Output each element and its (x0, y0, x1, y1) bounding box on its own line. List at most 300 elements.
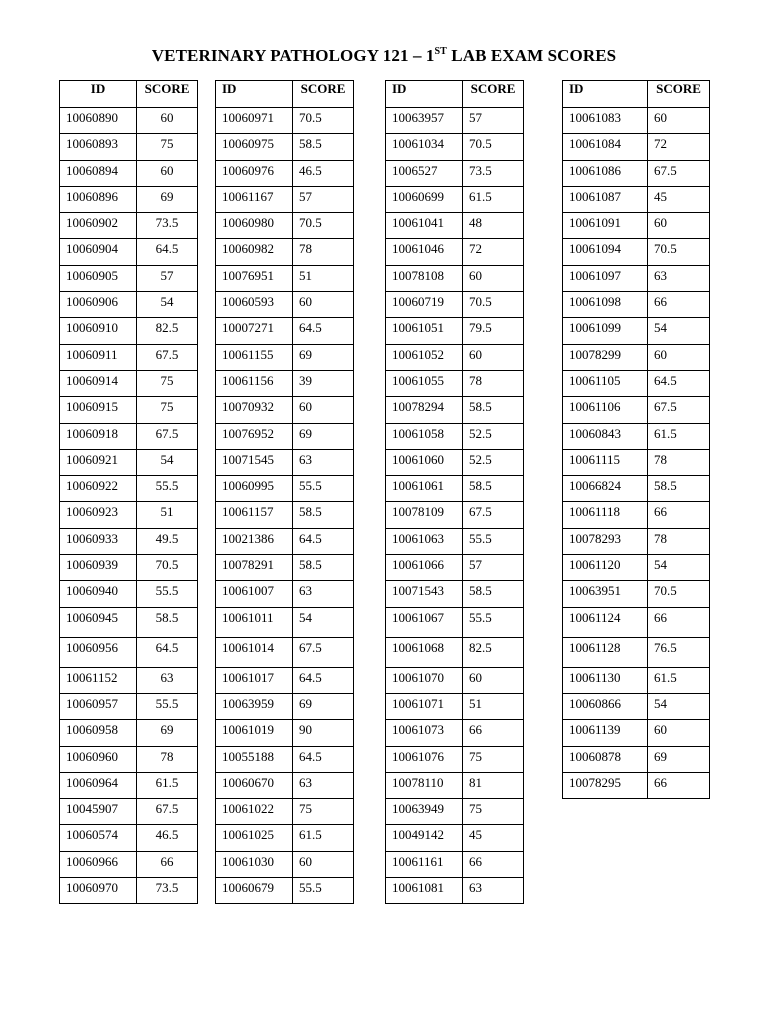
table-row (563, 581, 710, 607)
table-row (216, 292, 354, 318)
score-cell: 57 (293, 186, 354, 212)
score-cell: 67.5 (293, 637, 354, 667)
score-cell: 60 (463, 344, 524, 370)
score-cell: 69 (293, 693, 354, 719)
table-row (386, 502, 524, 528)
table-row (216, 186, 354, 212)
table-row (386, 265, 524, 291)
student-id-cell: 10061115 (563, 449, 648, 475)
score-cell: 79.5 (463, 318, 524, 344)
score-cell: 54 (648, 693, 710, 719)
table-row (386, 213, 524, 239)
student-id-cell: 10060918 (60, 423, 137, 449)
table-row (386, 318, 524, 344)
student-id-cell: 10060956 (60, 637, 137, 667)
score-cell: 55.5 (463, 528, 524, 554)
student-id-cell: 10060975 (216, 134, 293, 160)
table-row (60, 772, 198, 798)
student-id-cell: 10061152 (60, 667, 137, 693)
score-cell: 63 (293, 449, 354, 475)
score-cell: 64.5 (293, 746, 354, 772)
student-id-cell: 10060699 (386, 186, 463, 212)
table-row (60, 160, 198, 186)
score-cell: 46.5 (137, 825, 198, 851)
table-row (216, 476, 354, 502)
student-id-cell: 10061094 (563, 239, 648, 265)
student-id-cell: 10060593 (216, 292, 293, 318)
score-cell: 63 (137, 667, 198, 693)
student-id-cell: 10071543 (386, 581, 463, 607)
table-row (216, 825, 354, 851)
table-row (563, 772, 710, 798)
table-row (386, 555, 524, 581)
student-id-cell: 10061156 (216, 370, 293, 396)
student-id-cell: 10061081 (386, 878, 463, 904)
score-cell: 60 (648, 108, 710, 134)
header-row (386, 81, 524, 108)
score-cell: 67.5 (463, 502, 524, 528)
header-row (216, 81, 354, 108)
table-row (60, 555, 198, 581)
score-cell: 58.5 (463, 581, 524, 607)
table-row (60, 799, 198, 825)
table-row (60, 186, 198, 212)
student-id-cell: 10063951 (563, 581, 648, 607)
table-row (563, 667, 710, 693)
table-row (216, 344, 354, 370)
score-cell: 58.5 (463, 397, 524, 423)
table-row (216, 637, 354, 667)
student-id-cell: 10061076 (386, 746, 463, 772)
score-cell: 48 (463, 213, 524, 239)
score-cell: 73.5 (137, 878, 198, 904)
student-id-cell: 10061106 (563, 397, 648, 423)
table-row (386, 186, 524, 212)
table-row (60, 397, 198, 423)
student-id-cell: 10060922 (60, 476, 137, 502)
score-cell: 63 (293, 772, 354, 798)
score-cell: 66 (648, 292, 710, 318)
student-id-cell: 10060902 (60, 213, 137, 239)
student-id-cell: 10061022 (216, 799, 293, 825)
table-row (563, 637, 710, 667)
student-id-cell: 10061025 (216, 825, 293, 851)
student-id-cell: 10061051 (386, 318, 463, 344)
score-cell: 75 (463, 746, 524, 772)
table-row (386, 720, 524, 746)
table-row (386, 449, 524, 475)
table-row (563, 449, 710, 475)
scores-table-2 (215, 80, 354, 904)
student-id-cell: 10061084 (563, 134, 648, 160)
student-id-cell: 10061071 (386, 693, 463, 719)
score-cell: 60 (293, 851, 354, 877)
student-id-cell: 10060960 (60, 746, 137, 772)
scores-table-4 (562, 80, 710, 799)
student-id-cell: 10060966 (60, 851, 137, 877)
student-id-cell: 10060982 (216, 239, 293, 265)
student-id-cell: 10061124 (563, 607, 648, 637)
score-cell: 58.5 (463, 476, 524, 502)
table-row (60, 265, 198, 291)
student-id-cell: 10061046 (386, 239, 463, 265)
table-row (563, 370, 710, 396)
table-row (563, 344, 710, 370)
score-cell: 54 (648, 555, 710, 581)
student-id-cell: 10078109 (386, 502, 463, 528)
student-id-cell: 10078110 (386, 772, 463, 798)
table-row (563, 555, 710, 581)
student-id-cell: 10061083 (563, 108, 648, 134)
student-id-cell: 10061139 (563, 720, 648, 746)
student-id-cell: 10061014 (216, 637, 293, 667)
table-row (386, 851, 524, 877)
table-row (563, 397, 710, 423)
student-id-cell: 10061097 (563, 265, 648, 291)
student-id-cell: 10078291 (216, 555, 293, 581)
table-row (60, 318, 198, 344)
table-row (563, 746, 710, 772)
table-row (216, 746, 354, 772)
student-id-cell: 10061067 (386, 607, 463, 637)
student-id-cell: 10060939 (60, 555, 137, 581)
table-row (216, 502, 354, 528)
score-cell: 58.5 (137, 607, 198, 637)
score-header: SCORE (463, 81, 524, 108)
table-row (563, 607, 710, 637)
score-cell: 75 (293, 799, 354, 825)
table-row (60, 239, 198, 265)
score-cell: 52.5 (463, 423, 524, 449)
student-id-cell: 10049142 (386, 825, 463, 851)
table-row (386, 239, 524, 265)
score-cell: 60 (137, 160, 198, 186)
student-id-cell: 10060923 (60, 502, 137, 528)
student-id-cell: 10076951 (216, 265, 293, 291)
score-cell: 67.5 (137, 423, 198, 449)
score-cell: 55.5 (293, 878, 354, 904)
student-id-cell: 10060914 (60, 370, 137, 396)
table-row (386, 772, 524, 798)
score-cell: 90 (293, 720, 354, 746)
score-cell: 61.5 (463, 186, 524, 212)
table-row (386, 344, 524, 370)
table-row (60, 449, 198, 475)
student-id-cell: 10021386 (216, 528, 293, 554)
score-cell: 60 (648, 720, 710, 746)
table-row (386, 878, 524, 904)
student-id-cell: 10078293 (563, 528, 648, 554)
student-id-cell: 10061034 (386, 134, 463, 160)
student-id-cell: 10061161 (386, 851, 463, 877)
student-id-cell: 10060679 (216, 878, 293, 904)
student-id-cell: 10060894 (60, 160, 137, 186)
table-row (216, 449, 354, 475)
table-row (563, 528, 710, 554)
table-row (216, 397, 354, 423)
student-id-cell: 10060915 (60, 397, 137, 423)
student-id-cell: 10060866 (563, 693, 648, 719)
title-superscript: ST (434, 46, 447, 57)
table-row (60, 878, 198, 904)
score-cell: 72 (648, 134, 710, 160)
score-cell: 75 (463, 799, 524, 825)
student-id-cell: 10061167 (216, 186, 293, 212)
table-row (386, 581, 524, 607)
table-row (216, 318, 354, 344)
student-id-cell: 10071545 (216, 449, 293, 475)
score-cell: 67.5 (648, 397, 710, 423)
score-header: SCORE (648, 81, 710, 108)
student-id-cell: 10061011 (216, 607, 293, 637)
table-row (216, 528, 354, 554)
table-row (60, 581, 198, 607)
score-cell: 70.5 (648, 239, 710, 265)
score-cell: 61.5 (137, 772, 198, 798)
score-cell: 45 (648, 186, 710, 212)
score-cell: 75 (137, 134, 198, 160)
score-cell: 76.5 (648, 637, 710, 667)
student-id-cell: 10060971 (216, 108, 293, 134)
table-row (386, 746, 524, 772)
score-cell: 67.5 (137, 344, 198, 370)
score-cell: 58.5 (293, 502, 354, 528)
id-header: ID (386, 81, 463, 108)
score-cell: 78 (648, 528, 710, 554)
score-cell: 45 (463, 825, 524, 851)
table-row (386, 423, 524, 449)
student-id-cell: 10060940 (60, 581, 137, 607)
score-cell: 66 (648, 607, 710, 637)
table-row (216, 555, 354, 581)
student-id-cell: 10061052 (386, 344, 463, 370)
table-row (386, 528, 524, 554)
score-cell: 67.5 (648, 160, 710, 186)
score-cell: 73.5 (137, 213, 198, 239)
table-row (563, 693, 710, 719)
score-cell: 63 (293, 581, 354, 607)
table-row (60, 746, 198, 772)
table-row (563, 423, 710, 449)
student-id-cell: 10063949 (386, 799, 463, 825)
table-row (216, 693, 354, 719)
table-row (60, 720, 198, 746)
score-cell: 61.5 (648, 667, 710, 693)
score-cell: 75 (137, 397, 198, 423)
score-cell: 60 (137, 108, 198, 134)
table-row (60, 370, 198, 396)
score-cell: 57 (463, 108, 524, 134)
student-id-cell: 10061105 (563, 370, 648, 396)
table-row (386, 825, 524, 851)
table-row (216, 772, 354, 798)
student-id-cell: 10061073 (386, 720, 463, 746)
title-main: VETERINARY PATHOLOGY 121 – 1 (151, 46, 435, 65)
student-id-cell: 10078108 (386, 265, 463, 291)
student-id-cell: 10060980 (216, 213, 293, 239)
score-cell: 78 (137, 746, 198, 772)
score-cell: 55.5 (137, 693, 198, 719)
table-row (563, 160, 710, 186)
student-id-cell: 10060719 (386, 292, 463, 318)
score-cell: 61.5 (648, 423, 710, 449)
score-cell: 60 (293, 292, 354, 318)
score-cell: 58.5 (293, 134, 354, 160)
score-cell: 55.5 (137, 581, 198, 607)
score-cell: 52.5 (463, 449, 524, 475)
table-row (386, 637, 524, 667)
student-id-cell: 10060970 (60, 878, 137, 904)
score-cell: 64.5 (293, 318, 354, 344)
student-id-cell: 10060945 (60, 607, 137, 637)
student-id-cell: 10060933 (60, 528, 137, 554)
id-header: ID (60, 81, 137, 108)
score-cell: 63 (648, 265, 710, 291)
student-id-cell: 10060976 (216, 160, 293, 186)
score-cell: 78 (648, 449, 710, 475)
page-title (0, 46, 768, 66)
student-id-cell: 10063959 (216, 693, 293, 719)
student-id-cell: 10061066 (386, 555, 463, 581)
student-id-cell: 10061098 (563, 292, 648, 318)
student-id-cell: 10061128 (563, 637, 648, 667)
student-id-cell: 10061099 (563, 318, 648, 344)
student-id-cell: 10061060 (386, 449, 463, 475)
student-id-cell: 10055188 (216, 746, 293, 772)
student-id-cell: 10078294 (386, 397, 463, 423)
table-row (216, 370, 354, 396)
student-id-cell: 10060906 (60, 292, 137, 318)
score-cell: 60 (648, 344, 710, 370)
student-id-cell: 10060893 (60, 134, 137, 160)
table-row (216, 423, 354, 449)
score-cell: 39 (293, 370, 354, 396)
score-cell: 49.5 (137, 528, 198, 554)
score-cell: 64.5 (293, 528, 354, 554)
table-row (216, 239, 354, 265)
student-id-cell: 10061087 (563, 186, 648, 212)
score-cell: 64.5 (137, 637, 198, 667)
table-row (60, 213, 198, 239)
student-id-cell: 10060904 (60, 239, 137, 265)
score-cell: 69 (293, 423, 354, 449)
student-id-cell: 10060921 (60, 449, 137, 475)
score-cell: 60 (463, 265, 524, 291)
table-row (60, 476, 198, 502)
score-cell: 69 (293, 344, 354, 370)
table-row (60, 344, 198, 370)
table-row (216, 720, 354, 746)
table-row (60, 502, 198, 528)
score-cell: 75 (137, 370, 198, 396)
score-cell: 78 (293, 239, 354, 265)
student-id-cell: 10061086 (563, 160, 648, 186)
student-id-cell: 10061058 (386, 423, 463, 449)
student-id-cell: 10061041 (386, 213, 463, 239)
table-row (60, 134, 198, 160)
score-cell: 54 (137, 449, 198, 475)
table-row (386, 607, 524, 637)
table-row (563, 476, 710, 502)
score-cell: 64.5 (137, 239, 198, 265)
score-cell: 69 (648, 746, 710, 772)
student-id-cell: 1006527 (386, 160, 463, 186)
student-id-cell: 10078299 (563, 344, 648, 370)
header-row (563, 81, 710, 108)
table-row (216, 878, 354, 904)
table-row (563, 239, 710, 265)
student-id-cell: 10060911 (60, 344, 137, 370)
score-cell: 61.5 (293, 825, 354, 851)
score-cell: 46.5 (293, 160, 354, 186)
table-row (216, 581, 354, 607)
table-row (60, 423, 198, 449)
table-row (563, 292, 710, 318)
table-row (60, 528, 198, 554)
student-id-cell: 10061030 (216, 851, 293, 877)
student-id-cell: 10060957 (60, 693, 137, 719)
table-row (563, 502, 710, 528)
score-cell: 54 (137, 292, 198, 318)
score-cell: 82.5 (137, 318, 198, 344)
score-cell: 64.5 (293, 667, 354, 693)
score-cell: 81 (463, 772, 524, 798)
student-id-cell: 10061070 (386, 667, 463, 693)
score-cell: 67.5 (137, 799, 198, 825)
table-row (563, 108, 710, 134)
table-row (60, 825, 198, 851)
table-row (216, 799, 354, 825)
table-row (563, 720, 710, 746)
table-row (386, 667, 524, 693)
score-cell: 51 (137, 502, 198, 528)
student-id-cell: 10061007 (216, 581, 293, 607)
table-row (60, 607, 198, 637)
score-cell: 66 (648, 772, 710, 798)
student-id-cell: 10061017 (216, 667, 293, 693)
student-id-cell: 10061063 (386, 528, 463, 554)
table-row (563, 213, 710, 239)
score-cell: 54 (648, 318, 710, 344)
table-row (386, 799, 524, 825)
score-cell: 66 (137, 851, 198, 877)
table-row (216, 134, 354, 160)
score-cell: 72 (463, 239, 524, 265)
student-id-cell: 10061120 (563, 555, 648, 581)
student-id-cell: 10060958 (60, 720, 137, 746)
table-row (386, 397, 524, 423)
score-cell: 51 (463, 693, 524, 719)
student-id-cell: 10060896 (60, 186, 137, 212)
student-id-cell: 10061118 (563, 502, 648, 528)
student-id-cell: 10060890 (60, 108, 137, 134)
table-row (386, 160, 524, 186)
student-id-cell: 10060964 (60, 772, 137, 798)
score-cell: 55.5 (463, 607, 524, 637)
student-id-cell: 10063957 (386, 108, 463, 134)
score-header: SCORE (293, 81, 354, 108)
score-cell: 70.5 (293, 213, 354, 239)
score-cell: 57 (137, 265, 198, 291)
score-cell: 51 (293, 265, 354, 291)
score-cell: 70.5 (463, 292, 524, 318)
student-id-cell: 10066824 (563, 476, 648, 502)
table-row (563, 265, 710, 291)
score-cell: 78 (463, 370, 524, 396)
table-row (386, 292, 524, 318)
student-id-cell: 10061157 (216, 502, 293, 528)
score-cell: 58.5 (648, 476, 710, 502)
